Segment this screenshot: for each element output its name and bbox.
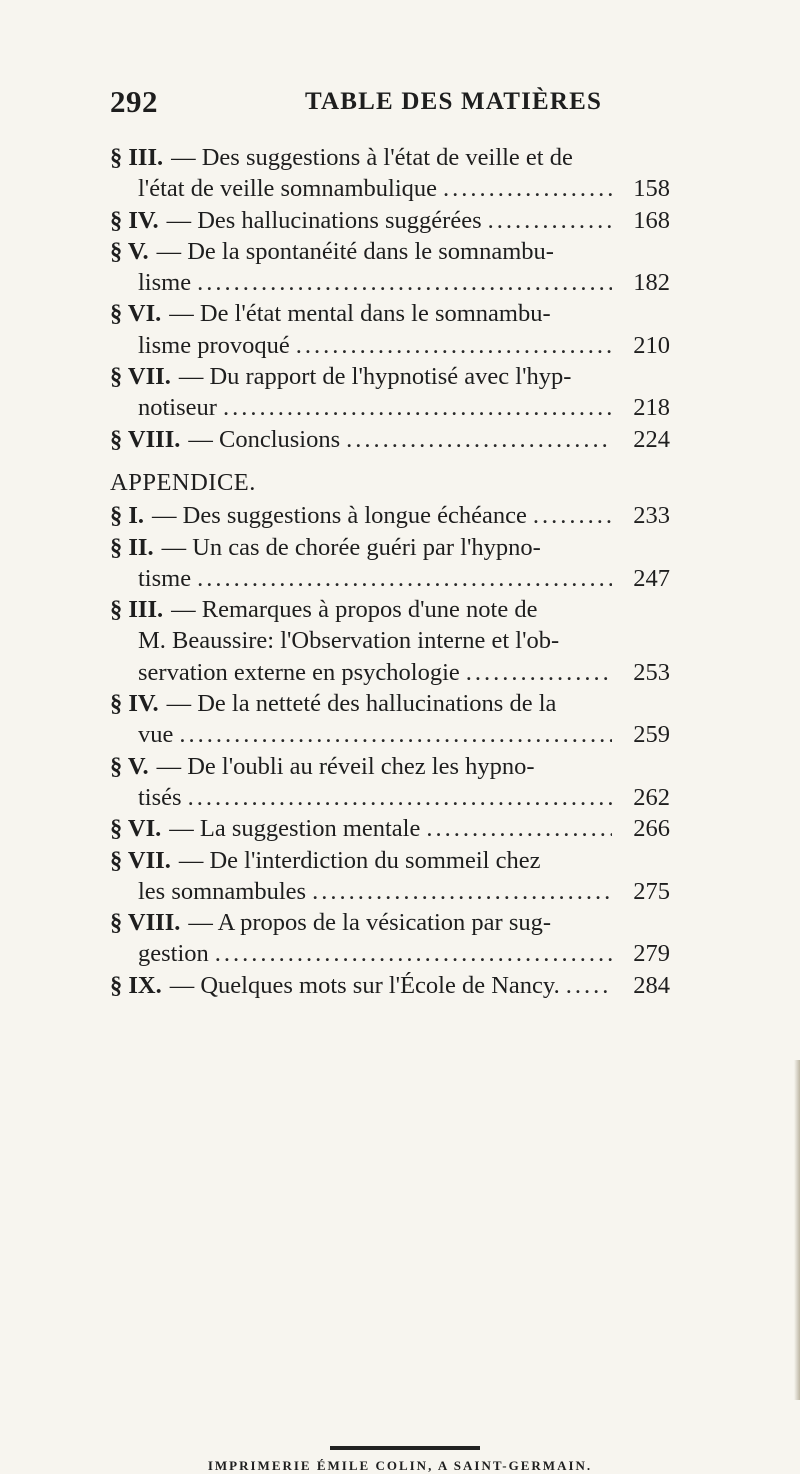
toc-page-number: 262 — [633, 783, 670, 811]
toc-main-section — [110, 142, 670, 455]
toc-line — [110, 142, 670, 173]
toc-page-number: 168 — [633, 206, 670, 234]
toc-section-number: § VI. — [110, 300, 162, 328]
appendix-entry — [110, 845, 670, 908]
toc-line — [110, 563, 670, 594]
appendix-entry — [110, 500, 670, 531]
running-title: TABLE DES MATIÈRES — [305, 88, 603, 115]
toc-section-number: § VII. — [110, 846, 171, 874]
toc-appendix-section — [110, 500, 670, 1001]
toc-line — [110, 719, 670, 750]
toc-section-number: § IV. — [110, 206, 159, 234]
toc-page-number: 266 — [633, 815, 670, 843]
page-number: 292 — [110, 84, 158, 119]
toc-page-number: 279 — [633, 940, 670, 968]
toc-page-number: 210 — [633, 331, 670, 359]
toc-line — [110, 657, 670, 688]
toc-entry-text: — Un cas de chorée guéri par l'hypno- — [161, 533, 541, 561]
toc-entry-text: notiseur — [138, 394, 217, 422]
appendix-entry — [110, 532, 670, 595]
toc-line — [110, 782, 670, 813]
page-header — [110, 84, 690, 124]
toc-section-number: § VIII. — [110, 425, 181, 453]
toc-line — [110, 813, 670, 844]
toc-entry-text: gestion — [138, 940, 209, 968]
leader-dots — [312, 876, 612, 907]
toc-section-number: § V. — [110, 237, 149, 265]
appendix-entry — [110, 751, 670, 814]
page-edge-shadow — [794, 1060, 800, 1400]
leader-dots — [533, 500, 612, 531]
toc-section-number: § I. — [110, 502, 145, 530]
toc-section-number: § III. — [110, 596, 164, 624]
appendix-entry — [110, 907, 670, 970]
toc-page-number: 247 — [633, 564, 670, 592]
toc-line — [110, 907, 670, 938]
toc-entry-text: — De l'oubli au réveil chez les hypno- — [156, 752, 535, 780]
toc-line — [110, 500, 670, 531]
toc-line — [110, 205, 670, 236]
toc-section-number: § V. — [110, 752, 149, 780]
toc-section-number: § VII. — [110, 363, 171, 391]
toc-section-number: § VIII. — [110, 909, 181, 937]
toc-entry-text: les somnambules — [138, 877, 307, 905]
toc-line — [110, 298, 670, 329]
toc-entry-text: l'état de veille somnambulique — [138, 175, 438, 203]
toc-page-number: 275 — [633, 877, 670, 905]
leader-dots — [466, 657, 612, 688]
toc-line — [110, 173, 670, 204]
toc-line — [110, 970, 670, 1001]
toc-line — [110, 361, 670, 392]
toc-entry — [110, 298, 670, 361]
leader-dots — [566, 970, 612, 1001]
toc-entry-text: — Quelques mots sur l'École de Nancy. — [169, 971, 560, 999]
toc-entry-text: tisme — [138, 564, 192, 592]
leader-dots — [346, 424, 612, 455]
toc-page-number: 218 — [633, 394, 670, 422]
toc-entry-text: — De l'état mental dans le somnambu- — [169, 300, 551, 328]
toc-page-number: 224 — [633, 425, 670, 453]
leader-dots — [215, 938, 612, 969]
toc-line — [110, 330, 670, 361]
toc-entry-text: lisme provoqué — [138, 331, 290, 359]
toc-page-number: 182 — [633, 269, 670, 297]
toc-line — [110, 751, 670, 782]
appendix-title: APPENDICE. — [110, 468, 256, 496]
appendix-entry — [110, 970, 670, 1001]
table-of-contents — [110, 142, 670, 1001]
leader-dots — [426, 813, 612, 844]
leader-dots — [488, 205, 612, 236]
toc-entry-text: — De la netteté des hallucinations de la — [166, 690, 557, 718]
toc-entry-text: — De la spontanéité dans le somnambu- — [156, 237, 554, 265]
toc-line — [110, 392, 670, 423]
leader-dots — [296, 330, 612, 361]
toc-line — [110, 532, 670, 563]
toc-entry-text: — Des hallucinations suggérées — [166, 206, 482, 234]
footer-rule — [330, 1446, 480, 1450]
toc-entry-text: — Conclusions — [188, 425, 341, 453]
toc-entry — [110, 361, 670, 424]
toc-entry — [110, 236, 670, 299]
toc-line — [110, 424, 670, 455]
leader-dots — [223, 392, 612, 423]
toc-page-number: 284 — [633, 971, 670, 999]
toc-entry-text: — De l'interdiction du sommeil chez — [178, 846, 541, 874]
appendix-entry — [110, 594, 670, 688]
toc-entry-text: — La suggestion mentale — [169, 815, 421, 843]
toc-line — [110, 594, 670, 625]
toc-entry — [110, 142, 670, 205]
toc-line — [110, 267, 670, 298]
toc-section-number: § III. — [110, 144, 164, 171]
toc-entry-text: — Du rapport de l'hypnotisé avec l'hyp- — [178, 363, 572, 391]
toc-entry-text: tisés — [138, 783, 182, 811]
toc-entry-text: — Remarques à propos d'une note de — [171, 596, 538, 624]
toc-entry-text: vue — [138, 721, 174, 749]
printer-imprint: IMPRIMERIE ÉMILE COLIN, A SAINT-GERMAIN. — [207, 1458, 593, 1473]
toc-line — [110, 845, 670, 876]
toc-section-number: § II. — [110, 533, 154, 561]
leader-dots — [197, 563, 612, 594]
toc-section-number: § VI. — [110, 815, 162, 843]
toc-entry-text: — Des suggestions à l'état de veille et de — [171, 144, 573, 171]
toc-entry-text: — Des suggestions à longue échéance — [152, 502, 527, 530]
leader-dots — [443, 173, 612, 204]
leader-dots — [179, 719, 612, 750]
toc-entry — [110, 424, 670, 455]
toc-entry — [110, 205, 670, 236]
toc-section-number: § IX. — [110, 971, 162, 999]
toc-line — [110, 236, 670, 267]
toc-page-number: 259 — [633, 721, 670, 749]
toc-line — [110, 688, 670, 719]
toc-line — [110, 938, 670, 969]
toc-page-number: 233 — [633, 502, 670, 530]
toc-entry-text: — A propos de la vésication par sug- — [188, 909, 552, 937]
appendix-entry — [110, 688, 670, 751]
toc-section-number: § IV. — [110, 690, 159, 718]
toc-entry-text: servation externe en psychologie — [138, 658, 460, 686]
toc-line — [110, 625, 670, 656]
toc-page-number: 253 — [633, 658, 670, 686]
toc-entry-text: lisme — [138, 269, 192, 297]
appendix-entry — [110, 813, 670, 844]
toc-page-number: 158 — [633, 175, 670, 203]
leader-dots — [197, 267, 612, 298]
toc-line — [110, 876, 670, 907]
toc-entry-text: M. Beaussire: l'Observation interne et l'ob- — [138, 627, 560, 655]
leader-dots — [188, 782, 612, 813]
